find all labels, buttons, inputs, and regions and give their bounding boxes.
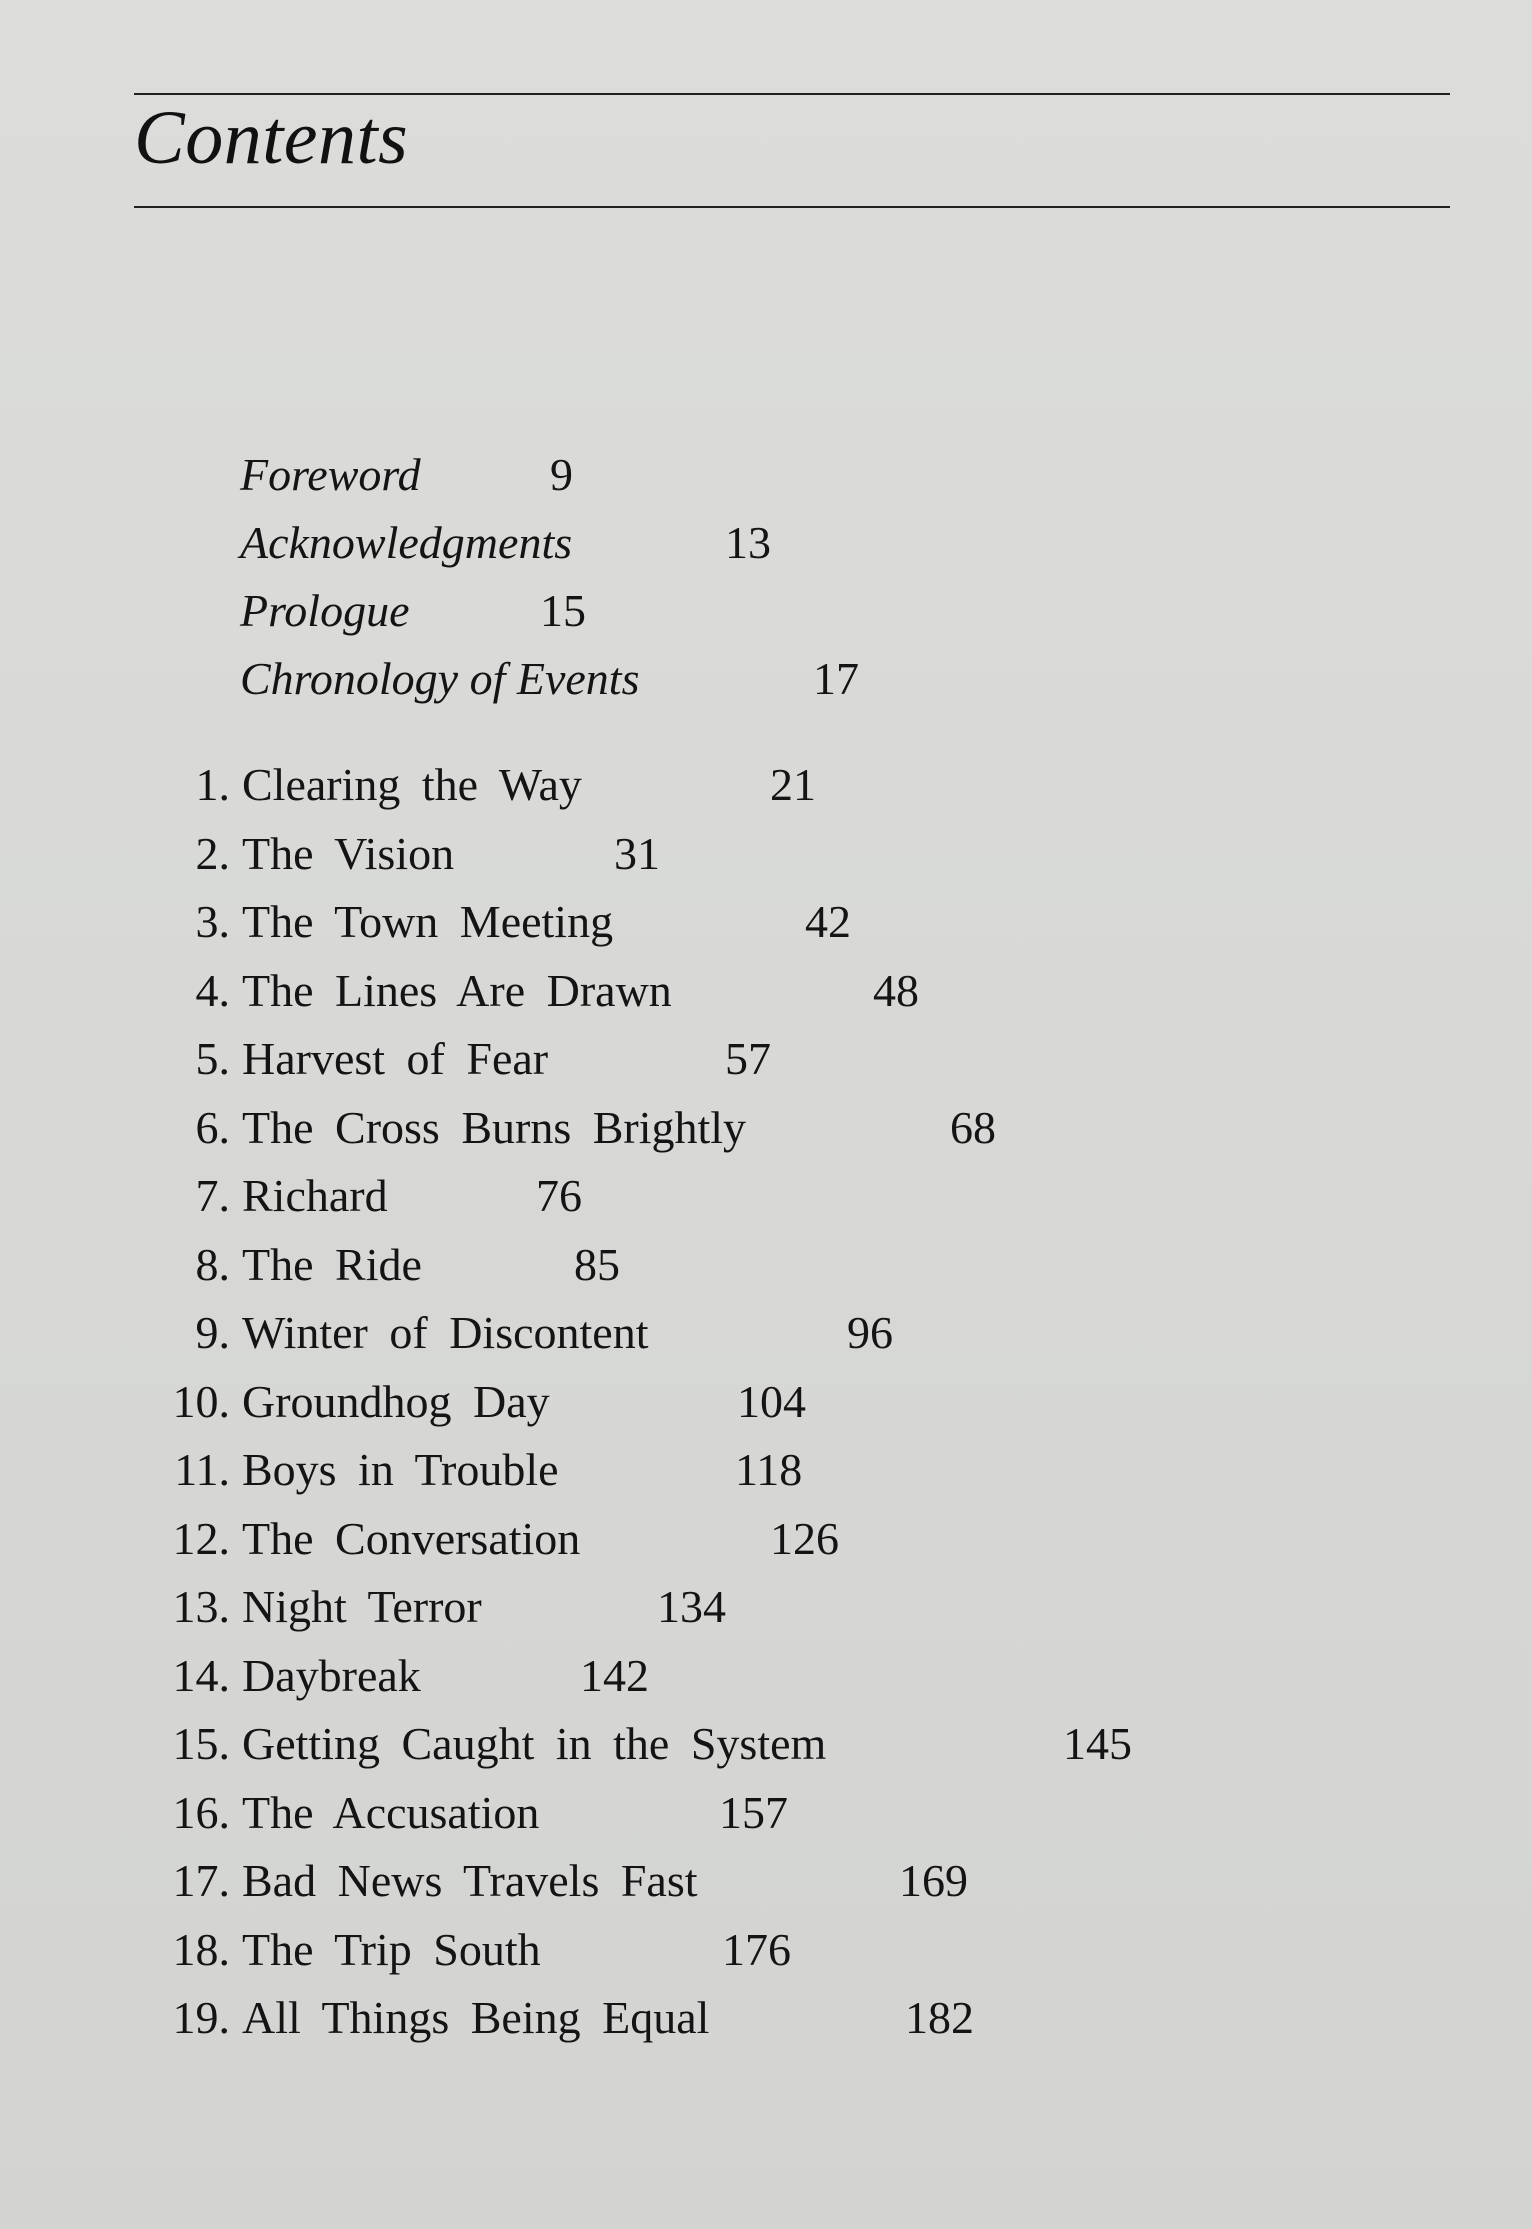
chapter-title: The Town Meeting: [242, 896, 614, 947]
chapter-page-number: 76: [536, 1170, 582, 1221]
chapter-number: 5.: [195, 1033, 230, 1084]
chapter-title: The Vision: [242, 828, 455, 879]
chapter-number: 6.: [195, 1102, 230, 1153]
chapter-title: All Things Being Equal: [242, 1992, 710, 2043]
chapter-title: The Conversation: [242, 1513, 581, 1564]
chapter-title: The Ride: [242, 1239, 422, 1290]
chapter-title: The Lines Are Drawn: [242, 965, 672, 1016]
front-matter-page-number: 9: [550, 449, 573, 500]
chapter-title: The Accusation: [242, 1787, 540, 1838]
front-matter-entry: [240, 449, 573, 500]
chapter-number: 8.: [195, 1239, 230, 1290]
chapter-number: 3.: [195, 896, 230, 947]
front-matter-entry: [240, 517, 771, 568]
front-matter-page-number: 13: [725, 517, 771, 568]
chapter-page-number: 134: [657, 1581, 726, 1632]
chapter-number: 2.: [195, 828, 230, 879]
front-matter-page-number: 15: [540, 585, 586, 636]
chapter-title: Richard: [242, 1170, 388, 1221]
front-matter-title: Acknowledgments: [240, 517, 573, 568]
front-matter-entry: [240, 653, 859, 704]
chapter-title: Getting Caught in the System: [242, 1718, 827, 1769]
chapter-page-number: 68: [950, 1102, 996, 1153]
chapter-number: 15.: [172, 1718, 230, 1769]
chapter-title: Daybreak: [242, 1650, 421, 1701]
chapter-number: 17.: [172, 1855, 230, 1906]
front-matter-page-number: 17: [813, 653, 859, 704]
chapter-title: Bad News Travels Fast: [242, 1855, 698, 1906]
chapter-page-number: 85: [574, 1239, 620, 1290]
chapter-page-number: 57: [725, 1033, 771, 1084]
chapter-page-number: 142: [580, 1650, 649, 1701]
chapter-title: Clearing the Way: [242, 759, 582, 810]
chapter-page-number: 126: [770, 1513, 839, 1564]
chapter-number: 9.: [195, 1307, 230, 1358]
chapter-page-number: 48: [873, 965, 919, 1016]
chapter-number: 7.: [195, 1170, 230, 1221]
front-matter-title: Prologue: [240, 585, 410, 636]
front-matter-title: Foreword: [240, 449, 421, 500]
chapter-page-number: 21: [770, 759, 816, 810]
chapter-title: The Cross Burns Brightly: [242, 1102, 747, 1153]
chapter-page-number: 169: [899, 1855, 968, 1906]
page-title: Contents: [134, 96, 409, 180]
chapter-number: 18.: [172, 1924, 230, 1975]
chapter-number: 19.: [172, 1992, 230, 2043]
chapter-page-number: 104: [737, 1376, 806, 1427]
chapter-number: 13.: [172, 1581, 230, 1632]
chapter-number: 4.: [195, 965, 230, 1016]
chapter-page-number: 145: [1063, 1718, 1132, 1769]
chapter-page-number: 157: [719, 1787, 788, 1838]
chapter-title: Harvest of Fear: [242, 1033, 549, 1084]
chapter-title: The Trip South: [242, 1924, 541, 1975]
top-rule: [134, 93, 1450, 95]
chapter-number: 11.: [174, 1444, 230, 1495]
chapter-number: 1.: [195, 759, 230, 810]
chapter-title: Winter of Discontent: [242, 1307, 649, 1358]
chapter-page-number: 31: [614, 828, 660, 879]
chapter-page-number: 176: [722, 1924, 791, 1975]
chapter-number: 10.: [172, 1376, 230, 1427]
chapter-title: Night Terror: [242, 1581, 482, 1632]
chapter-number: 16.: [172, 1787, 230, 1838]
chapter-page-number: 118: [735, 1444, 803, 1495]
chapter-title: Groundhog Day: [242, 1376, 550, 1427]
chapter-title: Boys in Trouble: [242, 1444, 559, 1495]
chapter-page-number: 42: [805, 896, 851, 947]
chapter-page-number: 182: [905, 1992, 974, 2043]
front-matter-entry: [240, 585, 586, 636]
bottom-rule: [134, 206, 1450, 208]
chapter-number: 14.: [172, 1650, 230, 1701]
chapter-page-number: 96: [847, 1307, 893, 1358]
front-matter-title: Chronology of Events: [240, 653, 640, 704]
chapter-number: 12.: [172, 1513, 230, 1564]
